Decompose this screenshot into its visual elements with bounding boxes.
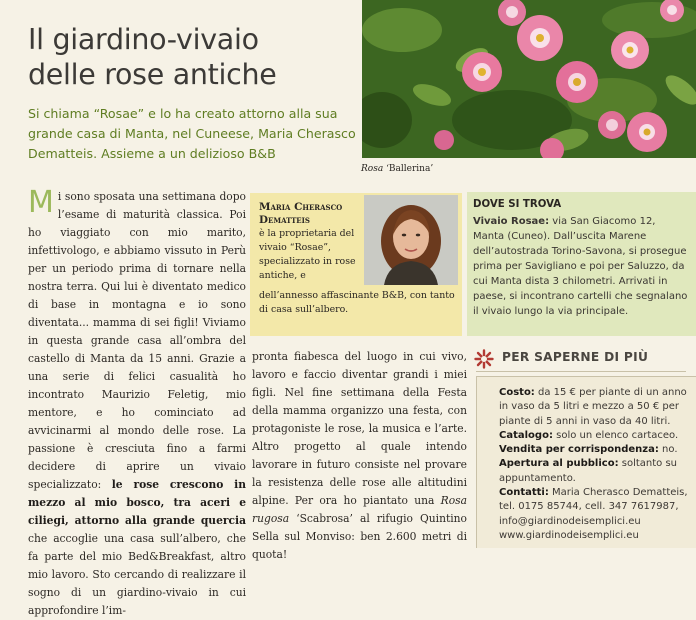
drop-cap: M bbox=[28, 185, 54, 220]
info-heading: PER SAPERNE DI PIÙ bbox=[502, 350, 649, 364]
article-text-part-2: che accoglie una casa sull’albero, che fa parte del mio Bed&Breakfast, altro mio lavoro. Sto cercando di realizzare il sogno di un giardino-vivaio in cui approfondire l’im- bbox=[28, 532, 246, 617]
flower-icon bbox=[474, 349, 494, 369]
info-item bbox=[499, 486, 691, 543]
photo-caption-name: ‘Ballerina’ bbox=[386, 164, 434, 174]
info-item bbox=[499, 386, 691, 429]
info-item-text: solo un elenco cartaceo. bbox=[552, 429, 679, 441]
bio-text-top bbox=[259, 201, 359, 283]
article-text-part-4: ‘Scabrosa’ al rifugio Quintino Sella sul Monviso: ben 2.600 metri di quota! bbox=[252, 512, 467, 561]
info-item-label: Apertura al pubblico: bbox=[499, 458, 619, 470]
info-item-text: da 15 € per piante di un anno in vaso da 5 litri e mezzo a 50 € per piante di 5 anni in vaso da 40 litri. bbox=[499, 387, 687, 427]
info-item-label: Costo: bbox=[499, 387, 535, 398]
where-text bbox=[473, 214, 689, 319]
article-title-line-2: delle rose antiche bbox=[28, 58, 277, 91]
where-label: Vivaio Rosae: bbox=[473, 216, 550, 227]
article-column-1 bbox=[28, 185, 247, 620]
article-title-line-1: Il giardino-vivaio bbox=[28, 23, 259, 56]
info-item bbox=[499, 443, 691, 457]
article-highlight: le rose crescono in mezzo al mio bosco, tra aceri e ciliegi, attorno alla grande quercia bbox=[28, 478, 247, 527]
rose-photo bbox=[362, 0, 696, 158]
photo-caption-genus: Rosa bbox=[361, 164, 384, 174]
info-item-label: Catalogo: bbox=[499, 429, 553, 441]
info-item-text: no. bbox=[658, 444, 678, 456]
info-item bbox=[499, 429, 691, 443]
where-description: via San Giacomo 12, Manta (Cuneo). Dall’uscita Marene dell’autostrada Torino-Savona, si prosegue prima per Savigliano e poi per Saluzzo, da cui Manta dista 3 chilometri. Arrivati in paese, si incontrano cartelli che segnalano il vivaio lungo la via principale. bbox=[473, 216, 688, 317]
article-text-part-1: i sono sposata una settimana dopo l’esame di maturità classica. Poi ho viaggiato con mio marito, infettivologo, e abbiamo vissuto in Perù per un periodo prima di tornare nella nostra terra. Qui lui è diventato medico di base in montagna e io sono diventata... mamma di sei figli! Viviamo in questa grande casa all’ombra del castello di Manta da 15 anni. Grazie a una serie di felici casualità ho incontrato Maurizio Feletig, mio mentore, e ho cominciato ad avvicinarmi al mondo delle rose. La passione è cresciuta fino a farmi decidere di aprire un vivaio specializzato: bbox=[28, 190, 246, 491]
bio-name: Maria Cherasco Dematteis bbox=[259, 201, 343, 226]
article-column-2 bbox=[252, 348, 467, 564]
where-heading: DOVE SI TROVA bbox=[473, 199, 562, 210]
photo-caption bbox=[361, 164, 433, 174]
info-item bbox=[499, 457, 691, 486]
article-lead: Si chiama “Rosae” e lo ha creato attorno alla sua grande casa di Manta, nel Cuneese, Maria Cherasco Dematteis. Assieme a un delizioso B&B bbox=[28, 106, 356, 161]
info-item-label: Contatti: bbox=[499, 487, 549, 499]
info-item-text: Maria Cherasco Dematteis, tel. 0175 85744, cell. 347 7617987, info@giardinodeisemplici.eu www.giardinodeisemplici.eu bbox=[499, 487, 688, 541]
info-list bbox=[499, 386, 691, 543]
info-divider bbox=[476, 371, 686, 372]
article-title bbox=[28, 22, 358, 92]
bio-description: è la proprietaria del vivaio “Rosae”, specializzato in rose antiche, e bbox=[259, 228, 356, 281]
info-item-label: Vendita per corrispondenza: bbox=[499, 444, 659, 456]
article-rose-name: Rosa rugosa bbox=[252, 494, 467, 525]
portrait-illustration bbox=[364, 195, 458, 285]
article-text-part-3: pronta fiabesca del luogo in cui vivo, lavoro e faccio diventar grandi i miei figli. Nel fine settimana della Festa della mamma organizzo una festa, con protagoniste le rose, la musica e l’arte. Altro progetto al quale intendo lavorare in futuro consiste nel provare la resistenza delle rose alle altitudini alpine. Per ora ho piantato una bbox=[252, 350, 467, 507]
portrait-photo bbox=[364, 195, 458, 285]
rose-photo-illustration bbox=[362, 0, 696, 158]
info-item-text: soltanto su appuntamento. bbox=[499, 458, 678, 484]
bio-text-bottom: dell’annesso affascinante B&B, con tanto di casa sull’albero. bbox=[259, 290, 455, 315]
